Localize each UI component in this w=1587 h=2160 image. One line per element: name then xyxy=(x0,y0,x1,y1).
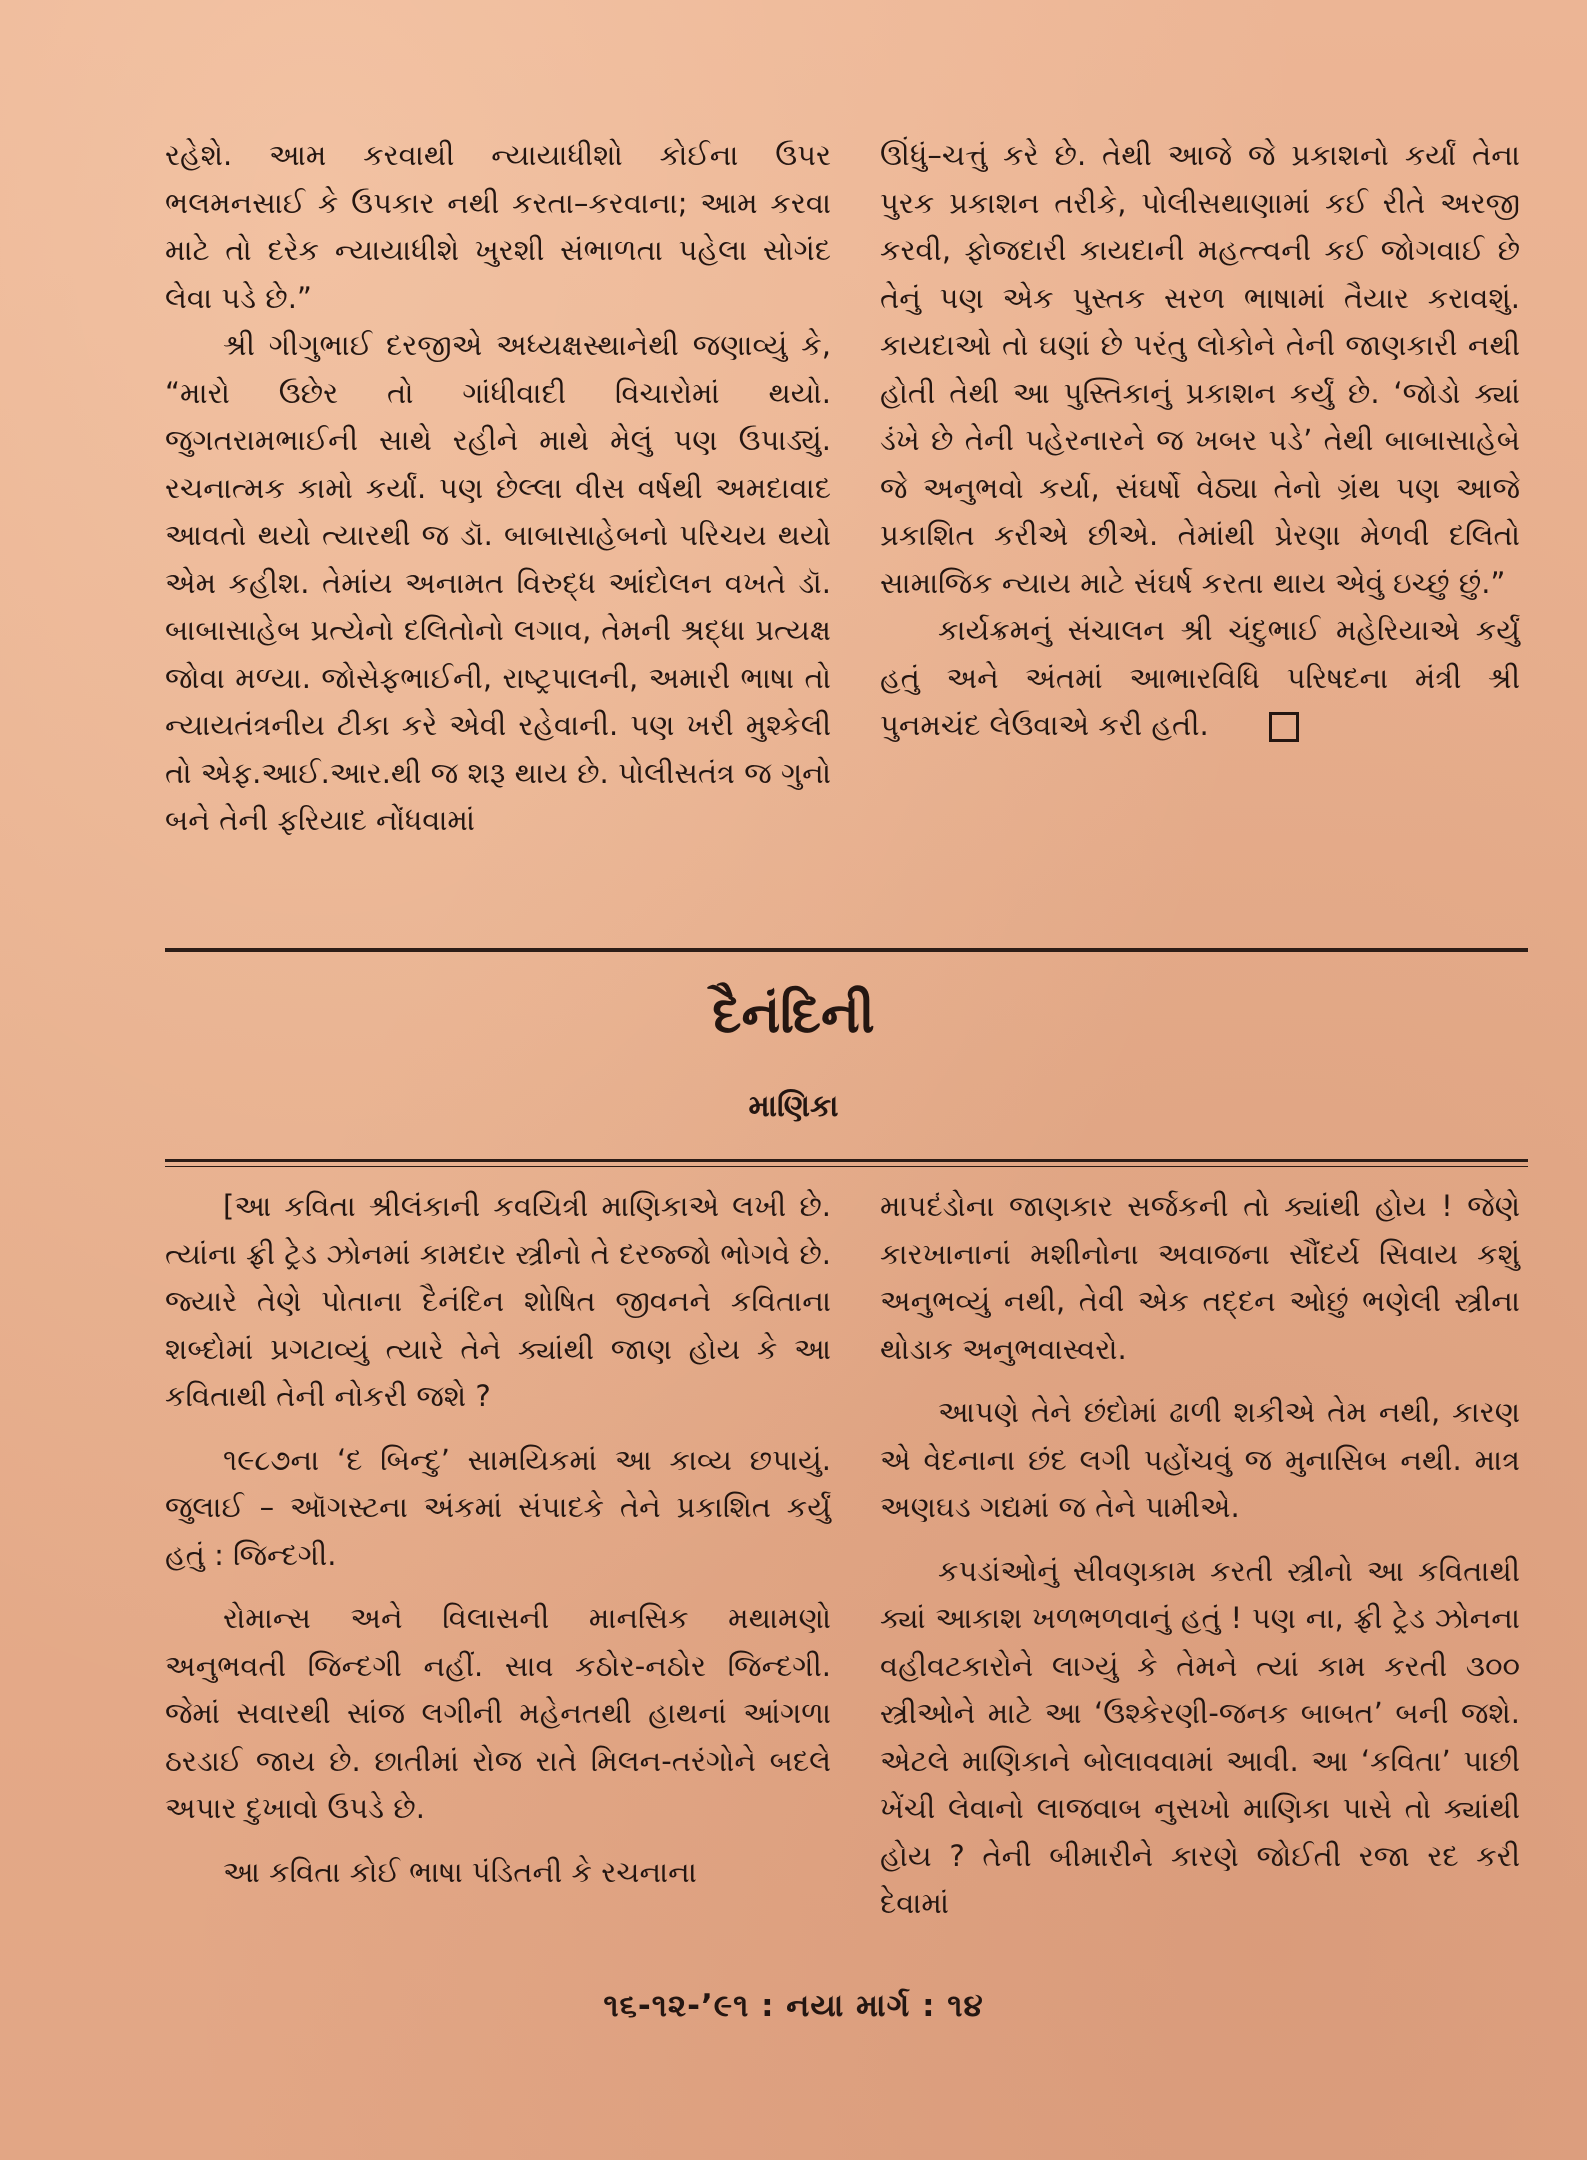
paragraph: શ્રી ગીગુભાઈ દરજીએ અધ્યક્ષસ્થાનેથી જણાવ્યું કે, “મારો ઉછેર તો ગાંધીવાદી વિચારોમાં થયો. જુગતરામભાઈની સાથે રહીને માથે મેલું પણ ઉપાડ્યું. રચનાત્મક કામો કર્યાં. પણ છેલ્લા વીસ વર્ષથી અમદાવાદ આવતો થયો ત્યારથી જ ડૉ. બાબાસાહેબનો પરિચય થયો એમ કહીશ. તેમાંય અનામત વિરુદ્ધ આંદોલન વખતે ડૉ. બાબાસાહેબ પ્રત્યેનો દલિતોનો લગાવ, તેમની શ્રદ્ધા પ્રત્યક્ષ જોવા મળ્યા. જોસેફભાઈની, રાષ્ટ્રપાલની, અમારી ભાષા તો ન્યાયતંત્રનીય ટીકા કરે એવી રહેવાની. પણ ખરી મુશ્કેલી તો એફ.આઈ.આર.થી જ શરૂ થાય છે. પોલીસતંત્ર જ ગુનો બને તેની ફરિયાદ નોંધવામાં xyxy=(165,328,831,837)
paragraph: રોમાન્સ અને વિલાસની માનસિક મથામણો અનુભવતી જિન્દગી નહીં. સાવ કઠોર-નઠોર જિન્દગી. જેમાં સવારથી સાંજ લગીની મહેનતથી હાથનાં આંગળા ઠરડાઈ જાય છે. છાતીમાં રોજ રાતે મિલન-તરંગોને બદલે અપાર દુખાવો ઉપડે છે. xyxy=(165,1601,831,1825)
title-divider-thin xyxy=(165,1166,1528,1167)
paragraph: ૧૯૮૭ના ‘દ બિન્દુ’ સામયિકમાં આ કાવ્ય છપાયું. જુલાઈ – ઑગસ્ટના અંકમાં સંપાદકે તેને પ્રકાશિત કર્યું હતું : જિન્દગી. xyxy=(165,1442,831,1572)
article-left-column xyxy=(165,1183,831,1896)
paragraph: આ કવિતા કોઈ ભાષા પંડિતની કે રચનાના xyxy=(223,1854,697,1889)
paragraph: [આ કવિતા શ્રીલંકાની કવયિત્રી માણિકાએ લખી છે. ત્યાંના ફ્રી ટ્રેડ ઝોનમાં કામદાર સ્ત્રીનો તે દરજ્જો ભોગવે છે. જ્યારે તેણે પોતાના દૈનંદિન શોષિત જીવનને કવિતાના શબ્દોમાં પ્રગટાવ્યું ત્યારે તેને ક્યાંથી જાણ હોય કે આ કવિતાથી તેની નોકરી જશે ? xyxy=(165,1189,831,1413)
top-article-left-column xyxy=(165,132,831,845)
article-author: માણિકા xyxy=(748,1089,839,1124)
paragraph: કપડાંઓનું સીવણકામ કરતી સ્ત્રીનો આ કવિતાથી ક્યાં આકાશ ખળભળવાનું હતું ! પણ ના, ફ્રી ટ્રેડ ઝોનના વહીવટકારોને લાગ્યું કે તેમને ત્યાં કામ કરતી ૩૦૦ સ્ત્રીઓને માટે આ ‘ઉશ્કેરણી-જનક બાબત’ બની જશે. એટલે માણિકાને બોલાવવામાં આવી. આ ‘કવિતા’ પાછી ખેંચી લેવાનો લાજવાબ નુસખો માણિકા પાસે તો ક્યાંથી હોય ? તેની બીમારીને કારણે જોઈતી રજા રદ કરી દેવામાં xyxy=(880,1553,1520,1920)
article-title: દૈનંદિની xyxy=(712,985,875,1045)
page-footer: ૧૬-૧૨-’૯૧ : નયા માર્ગ : ૧૪ xyxy=(603,1988,984,2024)
end-mark-icon xyxy=(1269,712,1299,742)
paragraph: માપદંડોના જાણકાર સર્જકની તો ક્યાંથી હોય ! જેણે કારખાનાનાં મશીનોના અવાજના સૌંદર્ય સિવાય કશું અનુભવ્યું નથી, તેવી એક તદ્દન ઓછું ભણેલી સ્ત્રીના થોડાક અનુભવાસ્વરો. xyxy=(880,1189,1520,1366)
paragraph-closing xyxy=(880,607,1520,750)
paragraph: રહેશે. આમ કરવાથી ન્યાયાધીશો કોઈના ઉપર ભલમનસાઈ કે ઉપકાર નથી કરતા–કરવાના; આમ કરવા માટે તો દરેક ન્યાયાધીશે ખુરશી સંભાળતા પહેલા સોગંદ લેવા પડે છે.” xyxy=(165,138,831,315)
section-divider xyxy=(165,948,1528,952)
paragraph-text: કાર્યક્રમનું સંચાલન શ્રી ચંદુભાઈ મહેરિયાએ કર્યું હતું અને અંતમાં આભારવિધિ પરિષદના મંત્રી શ્રી પુનમચંદ લેઉવાએ કરી હતી. xyxy=(880,613,1520,742)
article-right-column xyxy=(880,1183,1520,1928)
top-article-right-column xyxy=(880,132,1520,750)
paragraph: આપણે તેને છંદોમાં ઢાળી શકીએ તેમ નથી, કારણ એ વેદનાના છંદ લગી પહોંચવું જ મુનાસિબ નથી. માત્ર અણઘડ ગદ્યમાં જ તેને પામીએ. xyxy=(880,1395,1520,1524)
paragraph: ઊંધું–ચત્તું કરે છે. તેથી આજે જે પ્રકાશનો કર્યાં તેના પુરક પ્રકાશન તરીકે, પોલીસથાણામાં કઈ રીતે અરજી કરવી, ફોજદારી કાયદાની મહત્ત્વની કઈ જોગવાઈ છે તેનું પણ એક પુસ્તક સરળ ભાષામાં તૈયાર કરાવશું. કાયદાઓ તો ઘણાં છે પરંતુ લોકોને તેની જાણકારી નથી હોતી તેથી આ પુસ્તિકાનું પ્રકાશન કર્યું છે. ‘જોડો ક્યાં ડંખે છે તેની પહેરનારને જ ખબર પડે’ તેથી બાબાસાહેબે જે અનુભવો કર્યા, સંઘર્ષો વેઠ્યા તેનો ગ્રંથ પણ આજે પ્રકાશિત કરીએ છીએ. તેમાંથી પ્રેરણા મેળવી દલિતો સામાજિક ન્યાય માટે સંઘર્ષ કરતા થાય એવું ઇચ્છું છું.” xyxy=(880,138,1520,600)
title-divider xyxy=(165,1159,1528,1162)
